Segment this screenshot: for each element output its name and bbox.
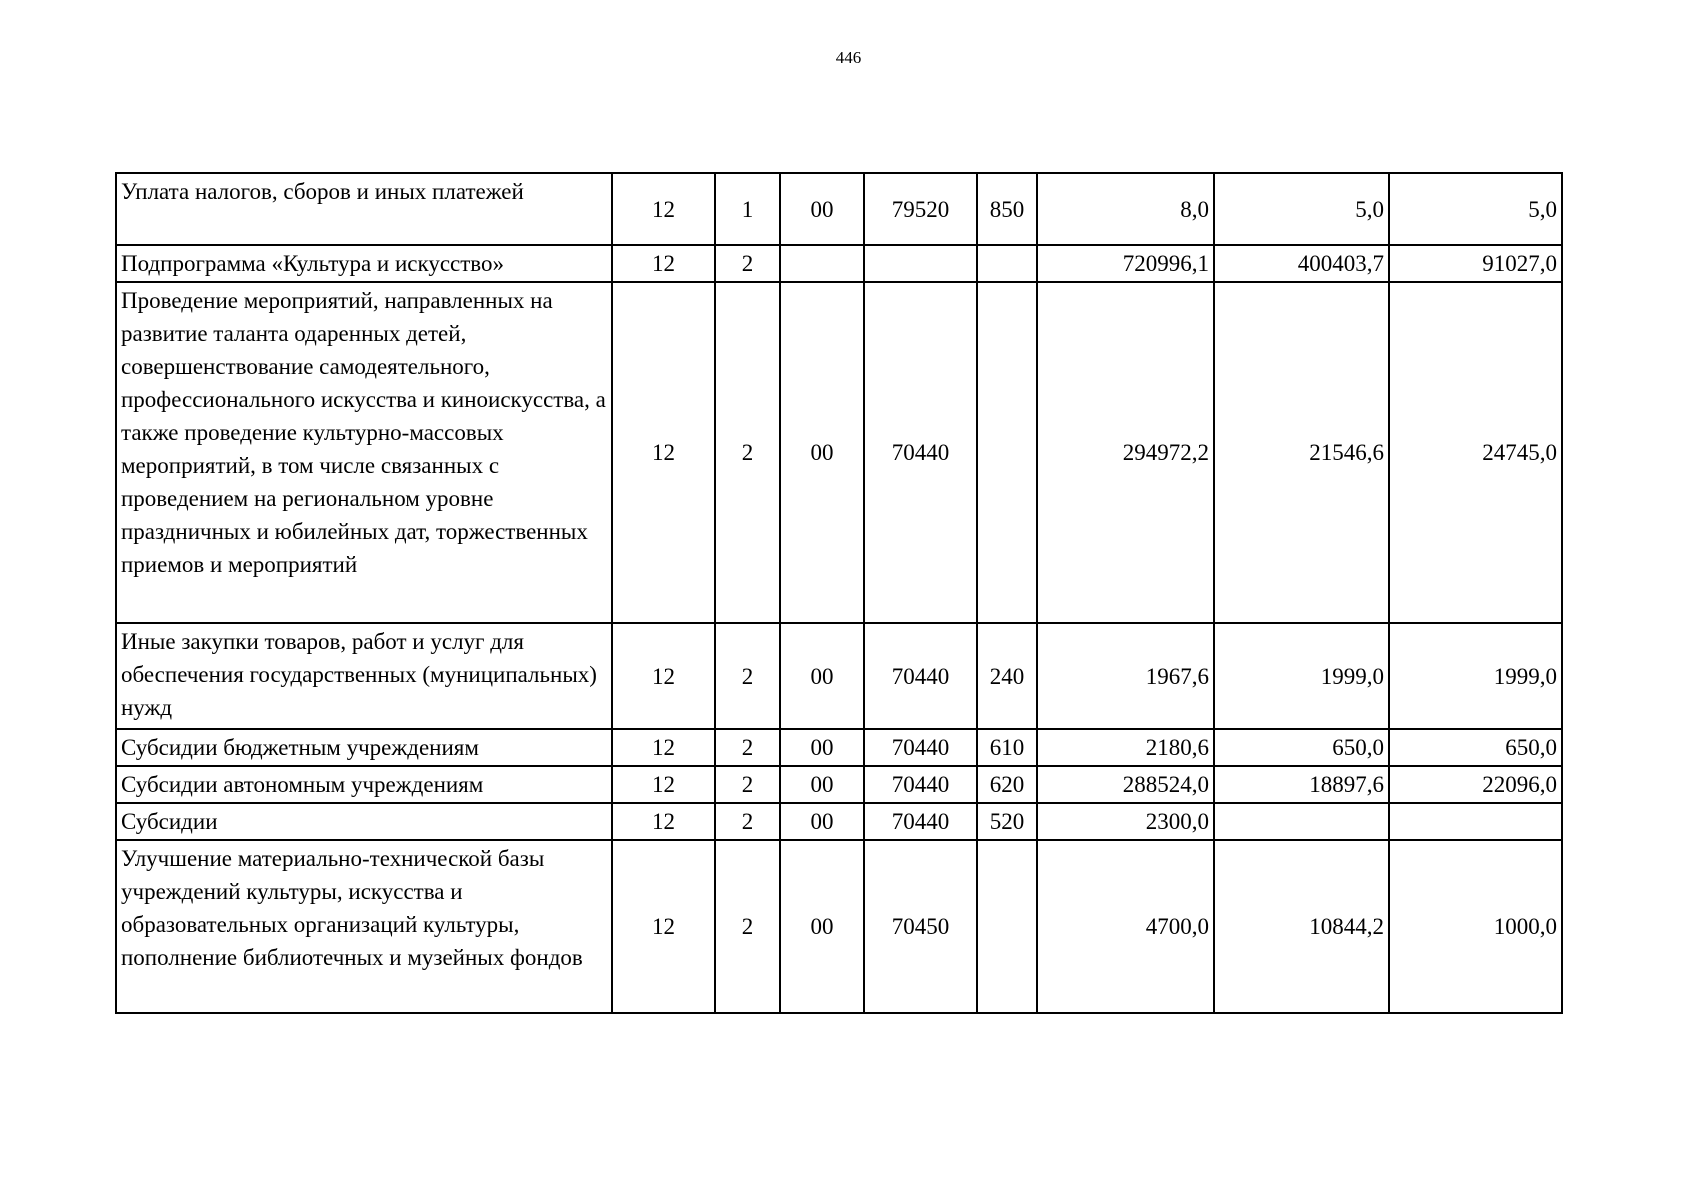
amount-cell: 720996,1: [1037, 245, 1214, 282]
amount-cell: 400403,7: [1214, 245, 1389, 282]
code-cell: [864, 245, 977, 282]
code-cell: 620: [977, 766, 1037, 803]
code-cell: 70440: [864, 803, 977, 840]
page-number: 446: [835, 48, 862, 67]
row-name-cell: Проведение мероприятий, направленных на развитие таланта одаренных детей, совершенствование самодеятельного, профессионального искусства и киноискусства, а также проведение культурно-массовых мероприятий, в том числе связанных с проведением на региональном уровне праздничных и юбилейных дат, торжественных приемов и мероприятий: [116, 282, 612, 623]
code-cell: 2: [715, 623, 780, 729]
amount-cell: 2180,6: [1037, 729, 1214, 766]
code-cell: 2: [715, 245, 780, 282]
code-cell: 00: [780, 623, 864, 729]
table-row: [116, 282, 1562, 623]
code-cell: 2: [715, 766, 780, 803]
amount-cell: 91027,0: [1389, 245, 1562, 282]
row-name-cell: Подпрограмма «Культура и искусство»: [116, 245, 612, 282]
amount-cell: 650,0: [1214, 729, 1389, 766]
code-cell: 12: [612, 623, 715, 729]
row-name-cell: Субсидии бюджетным учреждениям: [116, 729, 612, 766]
amount-cell: 18897,6: [1214, 766, 1389, 803]
code-cell: 70450: [864, 840, 977, 1013]
code-cell: 70440: [864, 766, 977, 803]
code-cell: 2: [715, 729, 780, 766]
code-cell: 12: [612, 282, 715, 623]
code-cell: 00: [780, 803, 864, 840]
table-row: [116, 245, 1562, 282]
amount-cell: 8,0: [1037, 173, 1214, 245]
code-cell: [977, 245, 1037, 282]
amount-cell: 24745,0: [1389, 282, 1562, 623]
row-name-cell: Субсидии автономным учреждениям: [116, 766, 612, 803]
amount-cell: 1967,6: [1037, 623, 1214, 729]
code-cell: 00: [780, 173, 864, 245]
row-name-cell: Субсидии: [116, 803, 612, 840]
amount-cell: [1214, 803, 1389, 840]
code-cell: 610: [977, 729, 1037, 766]
code-cell: 12: [612, 803, 715, 840]
code-cell: 12: [612, 245, 715, 282]
code-cell: 240: [977, 623, 1037, 729]
amount-cell: [1389, 803, 1562, 840]
code-cell: 12: [612, 729, 715, 766]
amount-cell: 650,0: [1389, 729, 1562, 766]
amount-cell: 4700,0: [1037, 840, 1214, 1013]
code-cell: 00: [780, 282, 864, 623]
amount-cell: 1999,0: [1214, 623, 1389, 729]
row-name-cell: Уплата налогов, сборов и иных платежей: [116, 173, 612, 245]
amount-cell: 1000,0: [1389, 840, 1562, 1013]
code-cell: 2: [715, 840, 780, 1013]
amount-cell: 294972,2: [1037, 282, 1214, 623]
table-row: [116, 729, 1562, 766]
row-name-cell: Улучшение материально-технической базы учреждений культуры, искусства и образовательных организаций культуры, пополнение библиотечных и музейных фондов: [116, 840, 612, 1013]
code-cell: 00: [780, 766, 864, 803]
code-cell: [780, 245, 864, 282]
code-cell: 12: [612, 173, 715, 245]
amount-cell: 1999,0: [1389, 623, 1562, 729]
amount-cell: 5,0: [1214, 173, 1389, 245]
code-cell: 70440: [864, 729, 977, 766]
table-row: [116, 173, 1562, 245]
amount-cell: 288524,0: [1037, 766, 1214, 803]
table-row: [116, 840, 1562, 1013]
code-cell: 00: [780, 729, 864, 766]
code-cell: 00: [780, 840, 864, 1013]
code-cell: 79520: [864, 173, 977, 245]
amount-cell: 22096,0: [1389, 766, 1562, 803]
code-cell: 12: [612, 766, 715, 803]
code-cell: 1: [715, 173, 780, 245]
amount-cell: 2300,0: [1037, 803, 1214, 840]
code-cell: 12: [612, 840, 715, 1013]
code-cell: 70440: [864, 282, 977, 623]
amount-cell: 10844,2: [1214, 840, 1389, 1013]
code-cell: [977, 840, 1037, 1013]
code-cell: 850: [977, 173, 1037, 245]
row-name-cell: Иные закупки товаров, работ и услуг для обеспечения государственных (муниципальных) нужд: [116, 623, 612, 729]
budget-table: [115, 172, 1563, 1014]
table-row: [116, 766, 1562, 803]
table-row: [116, 803, 1562, 840]
code-cell: 70440: [864, 623, 977, 729]
code-cell: 520: [977, 803, 1037, 840]
amount-cell: 5,0: [1389, 173, 1562, 245]
code-cell: [977, 282, 1037, 623]
code-cell: 2: [715, 282, 780, 623]
amount-cell: 21546,6: [1214, 282, 1389, 623]
code-cell: 2: [715, 803, 780, 840]
table-row: [116, 623, 1562, 729]
